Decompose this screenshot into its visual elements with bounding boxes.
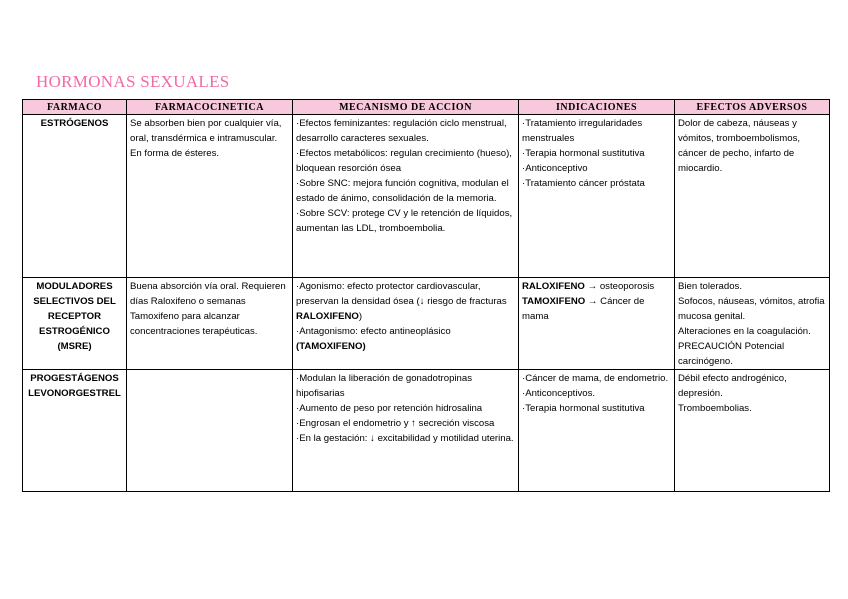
cell-efectos <box>675 115 830 278</box>
indicacion-item: ·Cáncer de mama, de endometrio. <box>522 373 669 384</box>
indicacion-item <box>522 294 671 324</box>
header-row <box>23 100 830 115</box>
indicacion-item: ·Terapia hormonal sustitutiva <box>522 403 645 414</box>
cell-indicaciones <box>519 278 675 370</box>
mecanismo-item <box>296 324 515 354</box>
efectos-text: Bien tolerados. <box>678 281 742 292</box>
page-title: HORMONAS SEXUALES <box>36 72 230 91</box>
cell-indicaciones <box>519 115 675 278</box>
cell-farmacocinetica <box>127 115 293 278</box>
cell-efectos <box>675 278 830 370</box>
farmaco-name-line: RECEPTOR <box>47 311 102 322</box>
hormonas-table <box>22 99 830 492</box>
efectos-text: Débil efecto androgénico, depresión. <box>678 373 787 399</box>
mecanismo-item: ·Sobre SCV: protege CV y le retención de líquidos, aumentan las LDL, tromboembolia. <box>296 208 513 234</box>
cell-farmacocinetica-empty <box>127 370 293 492</box>
drug-name: TAMOXIFENO <box>522 296 586 307</box>
mecanismo-item: ·Efectos feminizantes: regulación ciclo menstrual, desarrollo caracteres sexuales. <box>296 118 507 144</box>
efectos-text: Alteraciones en la coagulación. PRECAUCIÓN Potencial carcinógeno. <box>678 326 811 367</box>
indicacion-item: ·Tratamiento cáncer próstata <box>522 178 645 189</box>
farmaco-name-line: MODULADORES <box>36 281 113 292</box>
cell-farmaco <box>23 115 127 278</box>
farmaco-name-line: PROGESTÁGENOS <box>30 373 119 384</box>
cell-farmaco <box>23 278 127 370</box>
mecanismo-item: ·En la gestación: ↓ excitabilidad y motilidad uterina. <box>296 433 514 444</box>
mecanismo-text: ) <box>358 311 363 322</box>
cell-mecanismo <box>293 115 519 278</box>
table-row <box>23 115 830 278</box>
mecanismo-text: ·Agonismo: efecto protector cardiovascular, preservan la densidad ósea (↓ riesgo de fracturas <box>296 281 507 307</box>
indicacion-item: ·Anticonceptivo <box>522 163 588 174</box>
mecanismo-item: ·Engrosan el endometrio y ↑ secreción viscosa <box>296 418 495 429</box>
table-row <box>23 370 830 492</box>
farmaco-name-line: ESTROGÉNICO <box>39 326 110 337</box>
cell-efectos <box>675 370 830 492</box>
mecanismo-item: ·Efectos metabólicos: regulan crecimiento (hueso), bloquean resorción ósea <box>296 148 512 174</box>
cell-mecanismo <box>293 278 519 370</box>
efectos-text: Tromboembolias. <box>678 403 752 414</box>
indicacion-item: ·Anticonceptivos. <box>522 388 596 399</box>
header-farmacocinetica: FARMACOCINETICA <box>127 100 293 115</box>
indicacion-text: → Cáncer de mama <box>522 296 645 322</box>
farmaco-name-line: (MSRE) <box>57 341 92 352</box>
farmacocinetica-text: Buena absorción vía oral. Requieren días Raloxifeno o semanas Tamoxifeno para alcanzar concentraciones terapéuticas. <box>130 281 286 337</box>
cell-indicaciones <box>519 370 675 492</box>
drug-name: RALOXIFENO <box>522 281 585 292</box>
farmaco-name-line: LEVONORGESTREL <box>28 388 121 399</box>
indicacion-item <box>522 279 671 294</box>
indicacion-item: ·Tratamiento irregularidades menstruales <box>522 118 643 144</box>
mecanismo-text: ·Antagonismo: efecto antineoplásico <box>296 326 451 337</box>
farmaco-name: ESTRÓGENOS <box>40 118 109 129</box>
drug-name: RALOXIFENO <box>296 311 359 322</box>
efectos-text: Dolor de cabeza, náuseas y vómitos, tromboembolismos, cáncer de pecho, infarto de miocardio. <box>678 118 801 174</box>
table-row <box>23 278 830 370</box>
farmaco-name-line: SELECTIVOS DEL <box>33 296 116 307</box>
cell-farmaco <box>23 370 127 492</box>
drug-name: (TAMOXIFENO) <box>296 341 366 352</box>
efectos-text: Sofocos, náuseas, vómitos, atrofia mucosa genital. <box>678 296 825 322</box>
header-mecanismo: MECANISMO DE ACCION <box>293 100 519 115</box>
indicacion-item: ·Terapia hormonal sustitutiva <box>522 148 645 159</box>
mecanismo-item <box>296 279 515 324</box>
header-indicaciones: INDICACIONES <box>519 100 675 115</box>
cell-mecanismo <box>293 370 519 492</box>
indicacion-text: → osteoporosis <box>584 281 655 292</box>
cell-farmacocinetica <box>127 278 293 370</box>
mecanismo-item: ·Sobre SNC: mejora función cognitiva, modulan el estado de ánimo, consolidación de la memoria. <box>296 178 509 204</box>
header-farmaco: FARMACO <box>23 100 127 115</box>
farmacocinetica-text: Se absorben bien por cualquier vía, oral, transdérmica e intramuscular. En forma de ésteres. <box>130 118 282 159</box>
mecanismo-item: ·Modulan la liberación de gonadotropinas hipofisarias <box>296 373 473 399</box>
mecanismo-item: ·Aumento de peso por retención hidrosalina <box>296 403 483 414</box>
header-efectos: EFECTOS ADVERSOS <box>675 100 830 115</box>
